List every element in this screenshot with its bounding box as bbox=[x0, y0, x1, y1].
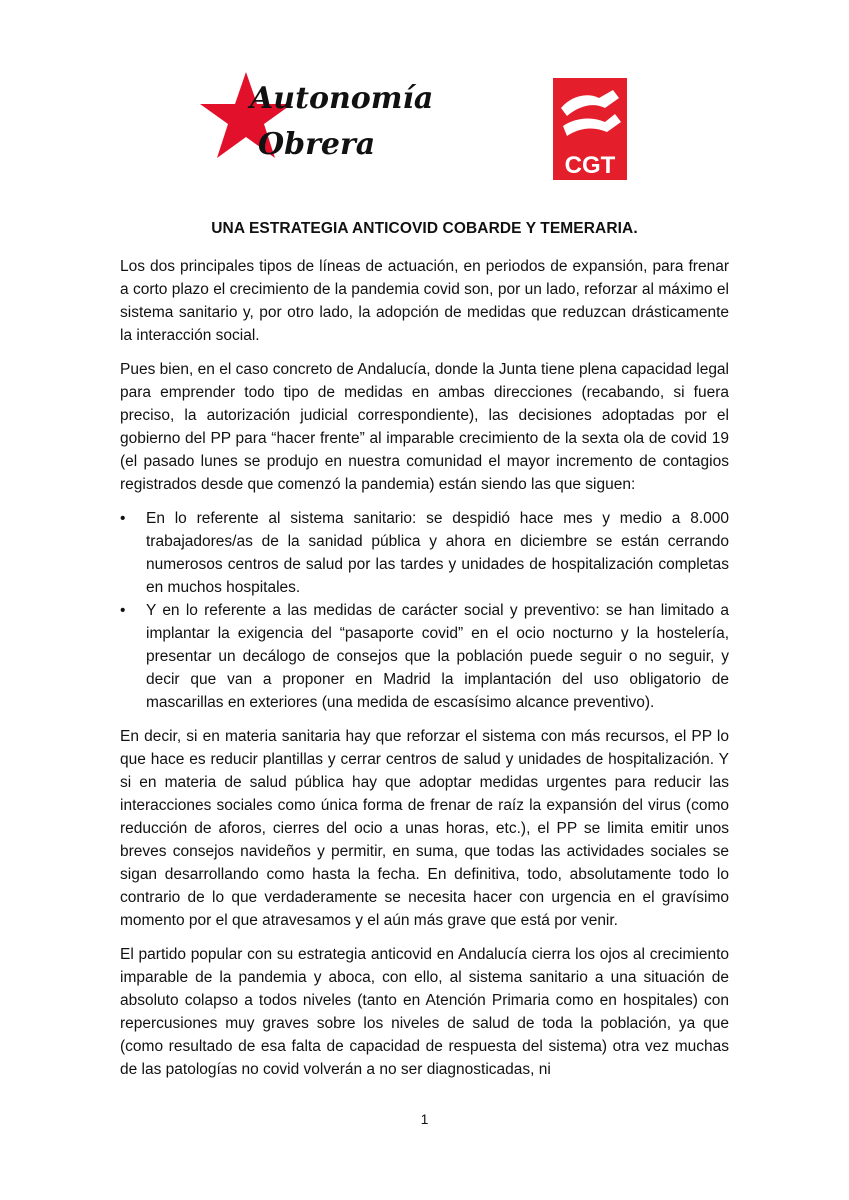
paragraph: Los dos principales tipos de líneas de actuación, en periodos de expansión, para frenar a corto plazo el crecimiento de la pandemia covid son, por un lado, reforzar al máximo el sistema sanitario y, por otro lado, la adopción de medidas que reduzcan drásticamente la interacción social. bbox=[120, 258, 729, 344]
list-item-text: En lo referente al sistema sanitario: se despidió hace mes y medio a 8.000 trabajadores/as de la sanidad pública y ahora en diciembre se están cerrando numerosos centros de salud por las tardes y unidades de hospitalización completas en muchos hospitales. bbox=[146, 510, 729, 596]
logo-line1: Autonomía bbox=[250, 81, 434, 116]
cgt-logo-graphic bbox=[553, 78, 627, 180]
paragraph: El partido popular con su estrategia anticovid en Andalucía cierra los ojos al crecimiento imparable de la pandemia y aboca, con ello, al sistema sanitario a una situación de absoluto colapso a todos niveles (tanto en Atención Primaria como en hospitales) con repercusiones muy graves sobre los niveles de salud de toda la población, ya que (como resultado de esa falta de capacidad de respuesta del sistema) otra vez muchas de las patologías no covid volverán a no ser diagnosticadas, ni bbox=[120, 946, 729, 1078]
cgt-logo bbox=[553, 78, 627, 180]
paragraph: Pues bien, en el caso concreto de Andalucía, donde la Junta tiene plena capacidad legal para emprender todo tipo de medidas en ambas direcciones (recabando, si fuera preciso, la autorización judicial correspondiente), las decisiones adoptadas por el gobierno del PP para “hacer frente” al imparable crecimiento de la sexta ola de covid 19 (el pasado lunes se produjo en nuestra comunidad el mayor incremento de contagios registrados desde que comenzó la pandemia) están siendo las que siguen: bbox=[120, 361, 729, 493]
list-item bbox=[120, 507, 729, 599]
logo-line2: Obrera bbox=[258, 127, 376, 162]
red-star-icon bbox=[212, 70, 434, 162]
document-title: UNA ESTRATEGIA ANTICOVID COBARDE Y TEMERARIA. bbox=[211, 220, 638, 237]
page-number: 1 bbox=[420, 1111, 429, 1127]
cgt-logo-text: CGT bbox=[564, 152, 616, 179]
bullet-icon: • bbox=[120, 510, 126, 527]
document-body bbox=[120, 255, 729, 1092]
paragraph: En decir, si en materia sanitaria hay que reforzar el sistema con más recursos, el PP lo que hace es reducir plantillas y cerrar centros de salud y unidades de hospitalización. Y si en materia de salud pública hay que adoptar medidas urgentes para reducir las interacciones sociales como única forma de frenar de raíz la expansión del virus (como reducción de aforos, cierres del ocio a unas horas, etc.), el PP se limita emitir unos breves consejos navideños y permitir, en suma, que todas las actividades sociales se sigan desarrollando como hasta la fecha. En definitiva, todo, absolutamente todo lo contrario de lo que verdaderamente se necesita hacer con urgencia en el gravísimo momento por el que atravesamos y el aún más grave que está por venir. bbox=[120, 728, 729, 929]
list-item bbox=[120, 599, 729, 714]
bullet-icon: • bbox=[120, 602, 126, 619]
list-item-text: Y en lo referente a las medidas de carácter social y preventivo: se han limitado a implantar la exigencia del “pasaporte covid” en el ocio nocturno y la hostelería, presentar un decálogo de consejos que la población puede seguir o no seguir, y decir que van a proponer en Madrid la implantación del uso obligatorio de mascarillas en exteriores (una medida de escasísimo alcance preventivo). bbox=[146, 602, 729, 711]
bullet-list bbox=[120, 507, 729, 714]
autonomia-obrera-logo bbox=[212, 70, 434, 162]
